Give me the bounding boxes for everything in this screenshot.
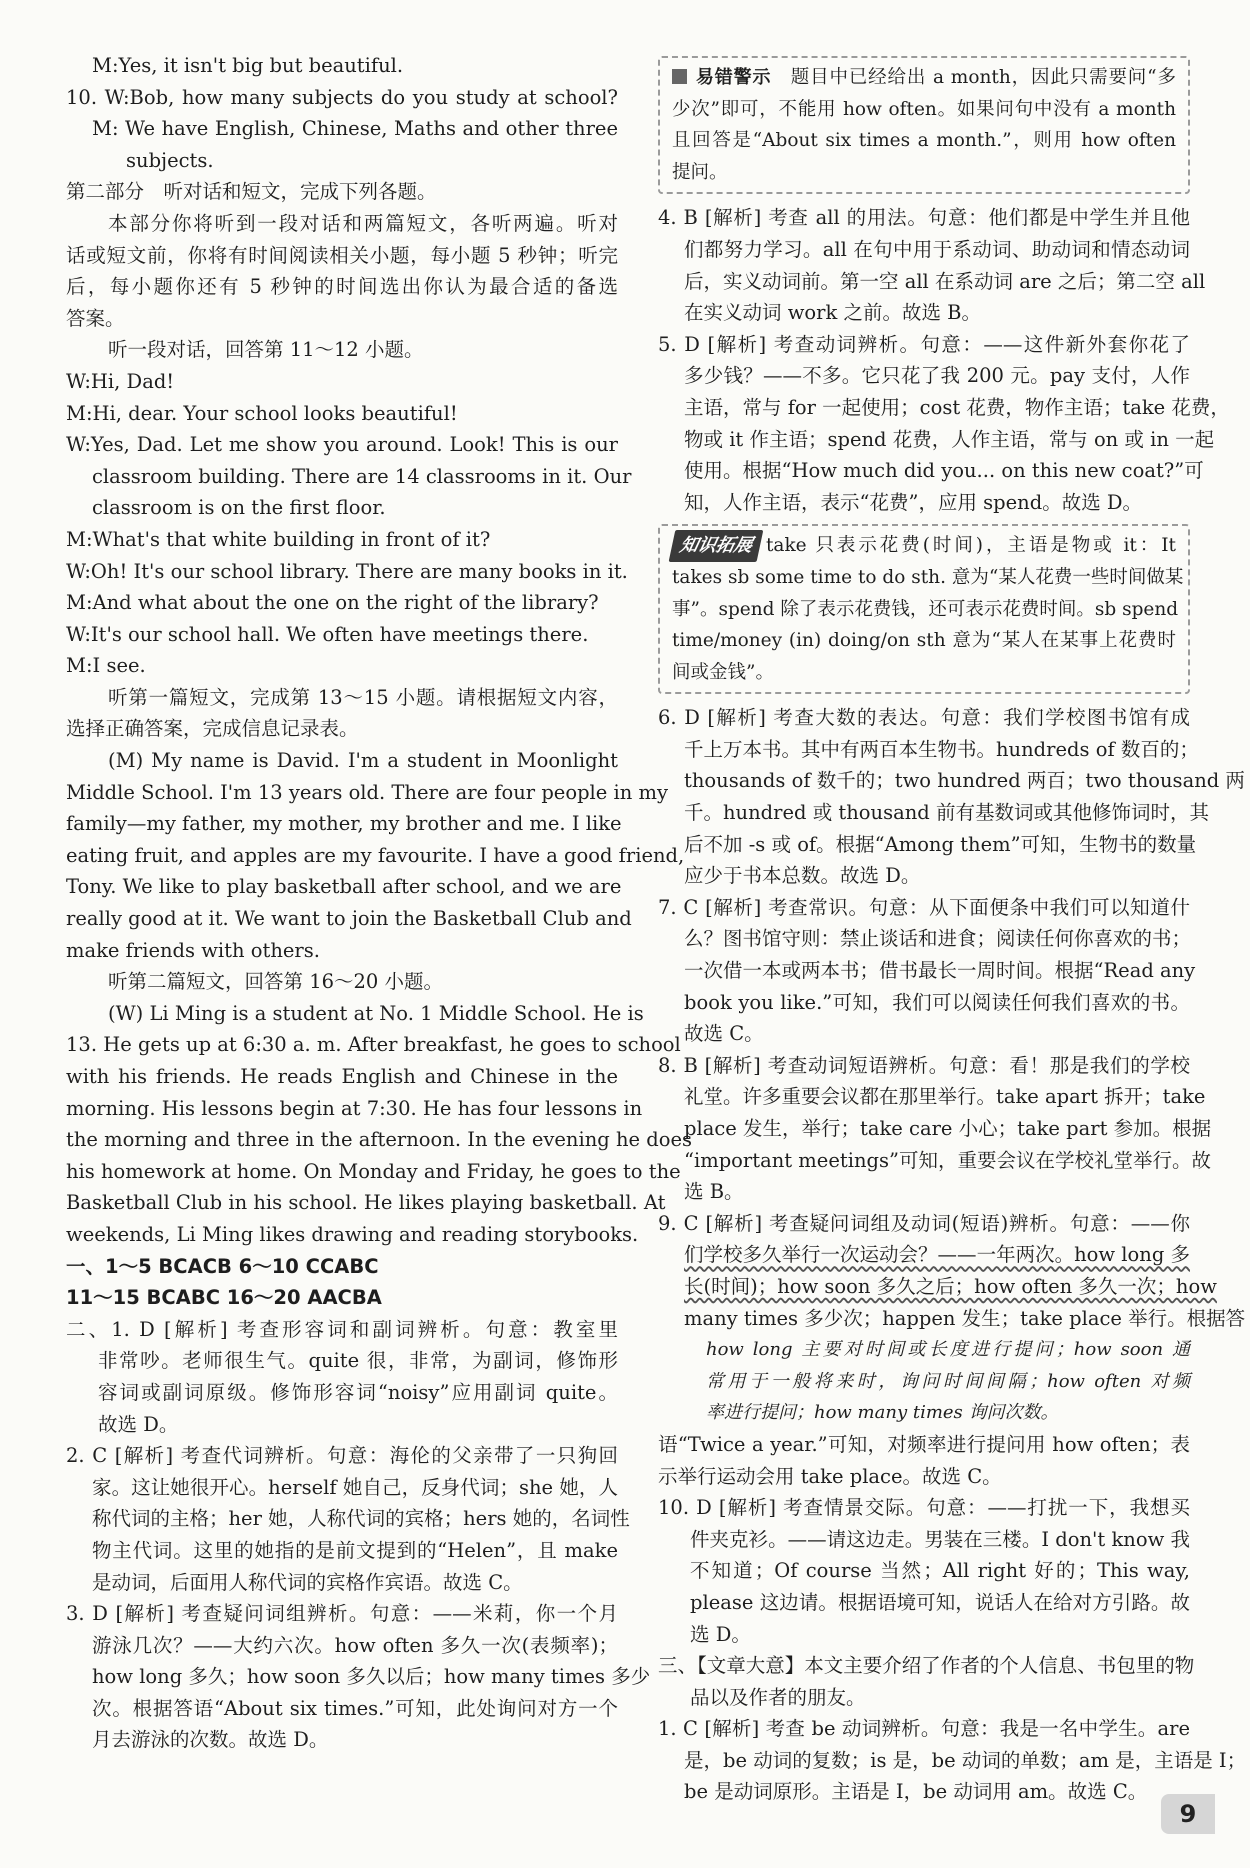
explanation-line: 月去游泳的次数。故选 D。 <box>92 1728 329 1752</box>
passage-line: Basketball Club in his school. He likes playing basketball. At <box>66 1191 666 1215</box>
passage-line: make friends with others. <box>66 938 320 962</box>
explanation-line: 使用。根据“How much did you... on this new coat?”可 <box>684 459 1204 483</box>
explanation-line: 3. D [解析] 考查疑问词组辨析。句意：——米莉，你一个月 <box>66 1602 618 1626</box>
instruction: 答案。 <box>66 306 125 330</box>
explanation-line: 不知道；Of course 当然；All right 好的；This way, <box>690 1559 1190 1583</box>
explanation-line: 容词或副词原级。修饰形容词“noisy”应用副词 quite。 <box>98 1380 618 1404</box>
left-column <box>66 50 693 1756</box>
explanation-line: thousands of 数千的；two hundred 两百；two thousand 两 <box>684 769 1245 793</box>
explanation-line: 在实义动词 work 之前。故选 B。 <box>684 301 981 325</box>
instruction: 听一段对话，回答第 11～12 小题。 <box>108 338 424 362</box>
explanation-line: please 这边请。根据语境可知，说话人在给对方引路。故 <box>690 1590 1190 1614</box>
dialogue-line: W:Oh! It's our school library. There are many books in it. <box>66 559 628 583</box>
instruction: 后，每小题你还有 5 秒钟的时间选出你认为最合适的备选 <box>66 275 618 299</box>
explanation-line: many times 多少次；happen 发生；take place 举行。根据答 <box>684 1306 1246 1330</box>
explanation-line: 故选 C。 <box>684 1022 764 1046</box>
explanation-line: 10. D [解析] 考查情景交际。句意：——打扰一下，我想买 <box>658 1496 1190 1520</box>
passage-line: (M) My name is David. I'm a student in Moonlight <box>108 749 618 773</box>
instruction: 本部分你将听到一段对话和两篇短文，各听两遍。听对 <box>108 211 618 235</box>
explanation-line: 7. C [解析] 考查常识。句意：从下面便条中我们可以知道什 <box>658 895 1190 919</box>
explanation-line: 千上万本书。其中有两百本生物书。hundreds of 数百的； <box>684 737 1199 761</box>
warning-line <box>672 62 1176 94</box>
extension-line: 间或金钱”。 <box>672 661 774 683</box>
dialogue-line: W:Hi, Dad! <box>66 369 175 393</box>
extension-line: takes sb some time to do sth. 意为“某人花费一些时间做某 <box>672 566 1184 588</box>
dialogue-line: M:What's that white building in front of it? <box>66 527 491 551</box>
explanation-line: 们都努力学习。all 在句中用于系动词、助动词和情态动词 <box>684 237 1190 261</box>
explanation-line: 么？图书馆守则：禁止谈话和进食；阅读任何你喜欢的书； <box>684 927 1192 951</box>
instruction: 听第一篇短文，完成第 13～15 小题。请根据短文内容， <box>108 685 618 709</box>
margin-note-line: 常用于一般将来时，询问时间间隔；how often 对频 <box>706 1370 1190 1392</box>
dialogue-line: M:Hi, dear. Your school looks beautiful! <box>66 401 458 425</box>
passage-line: morning. His lessons begin at 7:30. He has four lessons in <box>66 1096 643 1120</box>
dialogue-line: M: We have English, Chinese, Maths and other three <box>92 117 618 141</box>
explanation-line: 礼堂。许多重要会议都在那里举行。take apart 拆开；take <box>684 1085 1206 1109</box>
explanation-line: 1. C [解析] 考查 be 动词辨析。句意：我是一名中学生。are <box>658 1717 1190 1741</box>
instruction: 话或短文前，你将有时间阅读相关小题，每小题 5 秒钟；听完 <box>66 243 618 267</box>
dialogue-line: classroom building. There are 14 classrooms in it. Our <box>92 464 632 488</box>
dialogue-line: M:And what about the one on the right of the library? <box>66 591 599 615</box>
explanation-line: 次。根据答语“About six times.”可知，此处询问对方一个 <box>92 1696 618 1720</box>
dialogue-line: M:Yes, it isn't big but beautiful. <box>92 54 404 77</box>
warning-line: 提问。 <box>672 161 728 183</box>
explanation-line: place 发生，举行；take care 小心；take part 参加。根据 <box>684 1117 1212 1140</box>
explanation-line: 物主代词。这里的她指的是前文提到的“Helen”，且 make <box>92 1538 618 1562</box>
extension-line <box>672 530 1176 562</box>
passage-line: eating fruit, and apples are my favourite. I have a good friend, <box>66 843 685 867</box>
warning-line: 且回答是“About six times a month.”，则用 how often <box>672 130 1176 152</box>
passage-line: with his friends. He reads English and Chinese in the <box>66 1065 618 1088</box>
explanation-line: 物或 it 作主语；spend 花费，人作主语，常与 on 或 in 一起 <box>684 427 1215 451</box>
dialogue-line: classroom is on the first floor. <box>92 496 386 520</box>
section-line: 三、【文章大意】本文主要介绍了作者的个人信息、书包里的物 <box>658 1654 1195 1678</box>
explanation-line: 一次借一本或两本书；借书最长一周时间。根据“Read any <box>684 959 1196 983</box>
explanation-line: 8. B [解析] 考查动词短语辨析。句意：看！那是我们的学校 <box>658 1053 1190 1077</box>
explanation-line: 是，be 动词的复数；is 是，be 动词的单数；am 是，主语是 I； <box>684 1748 1247 1772</box>
explanation-line: book you like.”可知，我们可以阅读任何我们喜欢的书。 <box>684 990 1190 1014</box>
section-heading: 第二部分 听对话和短文，完成下列各题。 <box>66 180 437 204</box>
explanation-line: 游泳几次？——大约六次。how often 多久一次(表频率)； <box>92 1633 618 1657</box>
section-line: 品以及作者的朋友。 <box>690 1685 866 1709</box>
warning-icon <box>672 69 687 84</box>
explanation-line: 选 B。 <box>684 1180 744 1204</box>
error-warning-box <box>658 56 1190 194</box>
passage-line: family—my father, my mother, my brother and me. I like <box>66 812 622 836</box>
answer-key-row: 11～15 BCABC 16～20 AACBA <box>66 1286 382 1310</box>
extension-title: 知识拓展 <box>669 530 764 562</box>
explanation-line: 千。hundred 或 thousand 前有基数词或其他修饰词时，其 <box>684 801 1209 825</box>
explanation-line: 多少钱？——不多。它只花了我 200 元。pay 支付，人作 <box>684 364 1190 388</box>
answer-key-row: 一、1～5 BCACB 6～10 CCABC <box>66 1254 379 1278</box>
explanation-line: 9. C [解析] 考查疑问词组及动词(短语)辨析。句意：——你 <box>658 1211 1190 1235</box>
passage-line: 13. He gets up at 6:30 a. m. After breakfast, he goes to school <box>66 1033 681 1057</box>
extension-line: 事”。spend 除了表示花费钱，还可表示花费时间。sb spend <box>672 598 1179 620</box>
instruction: 听第二篇短文，回答第 16～20 小题。 <box>108 970 444 994</box>
knowledge-extension-box <box>658 524 1190 694</box>
explanation-line: 4. B [解析] 考查 all 的用法。句意：他们都是中学生并且他 <box>658 206 1190 230</box>
explanation-line: 家。这让她很开心。herself 她自己，反身代词；she 她，人 <box>92 1475 618 1499</box>
explanation-line: 称代词的主格；her 她，人称代词的宾格；hers 她的，名词性 <box>92 1507 630 1531</box>
explanation-line: be 是动词原形。主语是 I，be 动词用 am。故选 C。 <box>684 1780 1148 1804</box>
explanation-line: 故选 D。 <box>98 1412 179 1436</box>
explanation-line: 知，人作主语，表示“花费”，应用 spend。故选 D。 <box>684 490 1143 514</box>
dialogue-line: W:Yes, Dad. Let me show you around. Look! This is our <box>66 433 618 457</box>
explanation-line: 长(时间)；how soon 多久之后；how often 多久一次；how <box>684 1274 1217 1298</box>
warning-title: 易错警示 <box>695 67 772 88</box>
margin-note-line: 率进行提问；how many times 询问次数。 <box>706 1402 1059 1424</box>
dialogue-line: M:I see. <box>66 654 146 678</box>
explanation-line: 应少于书本总数。故选 D。 <box>684 864 921 888</box>
passage-line: Middle School. I'm 13 years old. There are four people in my <box>66 780 669 804</box>
extension-text: take 只表示花费(时间)，主语是物或 it：It <box>766 535 1176 557</box>
explanation-line: 非常吵。老师很生气。quite 很，非常，为副词，修饰形 <box>98 1349 618 1373</box>
passage-line: the morning and three in the afternoon. In the evening he does <box>66 1128 693 1152</box>
explanation-line: 2. C [解析] 考查代词辨析。句意：海伦的父亲带了一只狗回 <box>66 1444 618 1468</box>
explanation-line: 二、1. D [解析] 考查形容词和副词辨析。句意：教室里 <box>66 1317 618 1341</box>
dialogue-line: subjects. <box>126 148 214 172</box>
passage-line: really good at it. We want to join the Basketball Club and <box>66 907 632 931</box>
dialogue-line: W:It's our school hall. We often have meetings there. <box>66 622 589 646</box>
explanation-line: how long 多久；how soon 多久以后；how many times 多少 <box>92 1665 651 1689</box>
explanation-line: 后不加 -s 或 of。根据“Among them”可知，生物书的数量 <box>684 832 1197 856</box>
right-column <box>658 50 1247 1808</box>
explanation-line: 件夹克衫。——请这边走。男装在三楼。I don't know 我 <box>690 1527 1190 1551</box>
page-number: 9 <box>1161 1794 1215 1834</box>
margin-note-line: how long 主要对时间或长度进行提问；how soon 通 <box>706 1339 1190 1361</box>
extension-line: time/money (in) doing/on sth 意为“某人在某事上花费时 <box>672 630 1176 652</box>
warning-text: 题目中已经给出 a month，因此只需要问“多 <box>790 67 1176 88</box>
explanation-line: 示举行运动会用 take place。故选 C。 <box>658 1464 1002 1488</box>
explanation-line: 选 D。 <box>690 1622 751 1646</box>
instruction: 选择正确答案，完成信息记录表。 <box>66 717 359 741</box>
explanation-line: 5. D [解析] 考查动词辨析。句意：——这件新外套你花了 <box>658 332 1190 356</box>
passage-line: (W) Li Ming is a student at No. 1 Middle School. He is <box>108 1001 644 1025</box>
explanation-line: 主语，常与 for 一起使用；cost 花费，物作主语；take 花费， <box>684 395 1230 419</box>
explanation-line: 语“Twice a year.”可知，对频率进行提问用 how often；表 <box>658 1432 1190 1456</box>
passage-line: weekends, Li Ming likes drawing and reading storybooks. <box>66 1222 639 1246</box>
explanation-line: 是动词，后面用人称代词的宾格作宾语。故选 C。 <box>92 1570 523 1594</box>
question-10: 10. W:Bob, how many subjects do you study at school? <box>66 85 618 109</box>
warning-line: 少次”即可，不能用 how often。如果问句中没有 a month <box>672 98 1176 120</box>
explanation-line: 6. D [解析] 考查大数的表达。句意：我们学校图书馆有成 <box>658 706 1190 730</box>
passage-line: his homework at home. On Monday and Friday, he goes to the <box>66 1159 681 1183</box>
explanation-line: “important meetings”可知，重要会议在学校礼堂举行。故 <box>684 1148 1211 1172</box>
explanation-line: 后，实义动词前。第一空 all 在系动词 are 之后；第二空 all <box>684 269 1206 293</box>
explanation-line: 们学校多久举行一次运动会？——一年两次。how long 多 <box>684 1243 1190 1267</box>
passage-line: Tony. We like to play basketball after school, and we are <box>66 875 622 899</box>
